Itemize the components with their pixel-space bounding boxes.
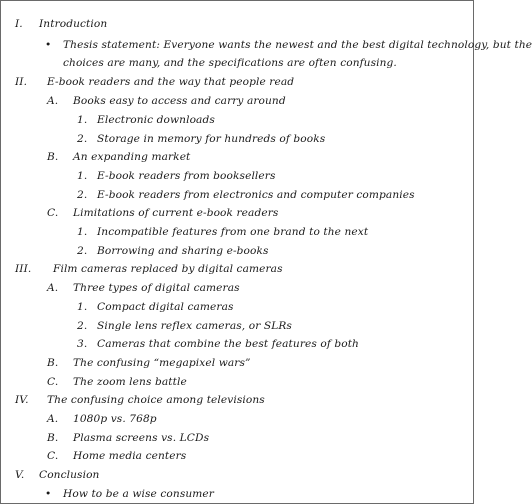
outline-text: How to be a wise consumer [63,488,214,500]
outline-text: The confusing “megapixel wars” [73,357,251,369]
outline-marker: A. [47,95,59,107]
outline-text: Thesis statement: Everyone wants the newest and the best digital technology, but the [63,39,532,51]
outline-marker: I. [15,18,23,30]
outline-marker: A. [47,413,59,425]
outline-text: Introduction [39,18,108,30]
outline-marker: 1. [77,301,88,313]
outline-text: The confusing choice among televisions [47,394,265,406]
outline-marker: 1. [77,170,88,182]
outline-text: Storage in memory for hundreds of books [97,133,326,145]
outline-text: E-book readers from booksellers [97,170,276,182]
outline-text: E-book readers from electronics and computer companies [97,189,415,201]
bullet-icon: • [45,488,52,500]
outline-marker: C. [47,376,59,388]
outline-text: Compact digital cameras [97,301,234,313]
outline-text: An expanding market [73,151,191,163]
outline-marker: 3. [77,338,88,350]
outline-marker: B. [47,151,59,163]
outline-text: Cameras that combine the best features of both [97,338,359,350]
outline-marker: 2. [77,245,88,257]
outline-marker: 2. [77,133,88,145]
outline-marker: C. [47,450,59,462]
outline-marker: 1. [77,226,88,238]
outline-marker: 1. [77,114,88,126]
outline-text: Three types of digital cameras [73,282,240,294]
outline-text: E-book readers and the way that people read [47,76,295,88]
outline-text: Single lens reflex cameras, or SLRs [97,320,292,332]
outline-text: Books easy to access and carry around [73,95,286,107]
bullet-icon: • [45,39,52,51]
outline-text: Incompatible features from one brand to the next [97,226,369,238]
outline-marker: IV. [15,394,29,406]
outline-marker: II. [15,76,28,88]
outline-text: Borrowing and sharing e-books [97,245,269,257]
outline-text: Conclusion [39,469,100,481]
outline-marker: 2. [77,320,88,332]
outline-marker: 2. [77,189,88,201]
outline-text: 1080p vs. 768p [73,413,157,425]
outline-marker: B. [47,357,59,369]
outline-text: Film cameras replaced by digital cameras [53,263,283,275]
outline-text: The zoom lens battle [73,376,187,388]
outline-marker: V. [15,469,25,481]
outline-marker: III. [15,263,32,275]
outline-marker: A. [47,282,59,294]
outline-marker: B. [47,432,59,444]
outline-marker: C. [47,207,59,219]
outline-text: Electronic downloads [97,114,215,126]
outline-text: Limitations of current e-book readers [73,207,279,219]
outline-text: Plasma screens vs. LCDs [73,432,210,444]
outline-text: choices are many, and the specifications are often confusing. [63,57,397,69]
outline-text: Home media centers [73,450,187,462]
